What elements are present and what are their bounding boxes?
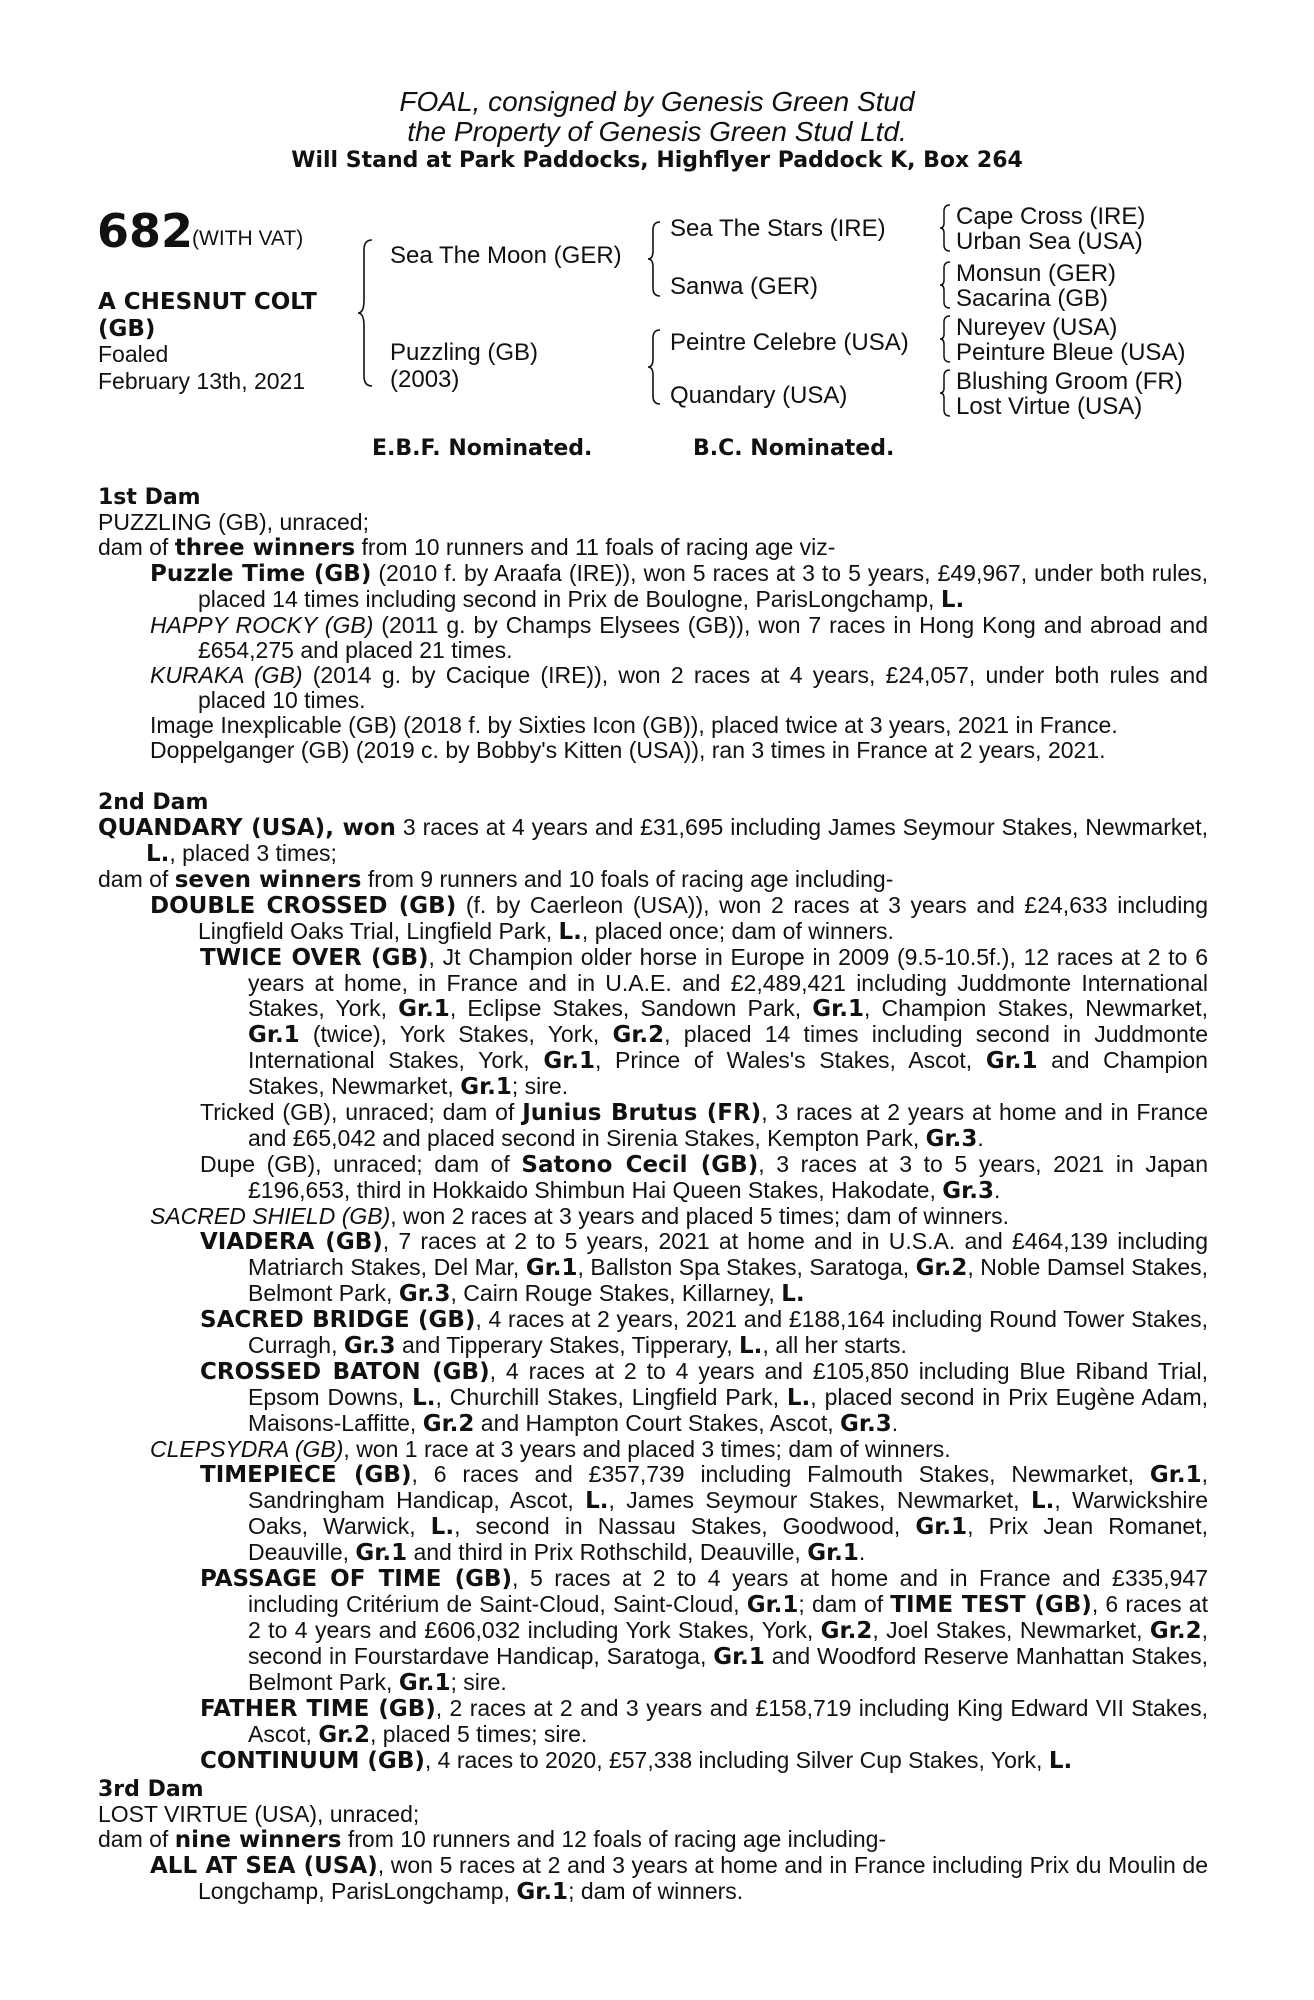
lot-number: 682 bbox=[97, 204, 194, 258]
bc-nominated: B.C. Nominated. bbox=[693, 436, 895, 461]
progeny-image-inexplicable: Image Inexplicable (GB) (2018 f. by Sixties Icon (GB)), placed twice at 3 years, 2021 in France. bbox=[150, 712, 1118, 738]
progeny-puzzle-time: Puzzle Time (GB) (2010 f. by Araafa (IRE)), won 5 races at 3 to 5 years, £49,967, under both rules, placed 14 times including second in Prix de Boulogne, ParisLongchamp, L. bbox=[150, 560, 1208, 613]
third-dam-section bbox=[98, 1777, 1208, 1905]
progeny-doppelganger: Doppelganger (GB) (2019 c. by Bobby's Kitten (USA)), ran 3 times in France at 2 years, 2021. bbox=[150, 737, 1106, 763]
sire-sire: Sea The Stars (IRE) bbox=[670, 215, 886, 242]
third-dam-title: 3rd Dam bbox=[98, 1777, 204, 1802]
brace-sd bbox=[940, 260, 954, 310]
progeny-passage-of-time: PASSAGE OF TIME (GB), 5 races at 2 to 4 years at home and in France and £335,947 including Critérium de Saint-Cloud, Saint-Cloud, Gr.1; dam of TIME TEST (GB), 6 races at 2 to 4 years and £606,032 including York Stakes, York, Gr.2, Joel Stakes, Newmarket, Gr.2, second in Fourstardave Handicap, Saratoga, Gr.1 and Woodford Reserve Manhattan Stakes, Belmont Park, Gr.1; sire. bbox=[200, 1565, 1208, 1696]
progeny-viadera: VIADERA (GB), 7 races at 2 to 5 years, 2021 at home and in U.S.A. and £464,139 including Matriarch Stakes, Del Mar, Gr.1, Ballston Spa Stakes, Saratoga, Gr.2, Noble Damsel Stakes, Belmont Park, Gr.3, Cairn Rouge Stakes, Killarney, L. bbox=[200, 1228, 1208, 1307]
progeny-continuum: CONTINUUM (GB), 4 races to 2020, £57,338 including Silver Cup Stakes, York, L. bbox=[200, 1747, 1073, 1774]
dam: Puzzling (GB) bbox=[390, 339, 539, 366]
progeny-twice-over: TWICE OVER (GB), Jt Champion older horse in Europe in 2009 (9.5-10.5f.), 12 races at 2 to 6 years at home, in France and in U.A.E. and £2,489,421 including Juddmonte International Stakes, York, Gr.1, Eclipse Stakes, Sandown Park, Gr.1, Champion Stakes, Newmarket, Gr.1 (twice), York Stakes, York, Gr.2, placed 14 times including second in Juddmonte International Stakes, York, Gr.1, Prince of Wales's Stakes, Ascot, Gr.1 and Champion Stakes, Newmarket, Gr.1; sire. bbox=[200, 944, 1209, 1100]
progeny-crossed-baton: CROSSED BATON (GB), 4 races at 2 to 4 years and £105,850 including Blue Riband Trial, Epsom Downs, L., Churchill Stakes, Lingfield Park, L., placed second in Prix Eugène Adam, Maisons-Laffitte, Gr.2 and Hampton Court Stakes, Ascot, Gr.3. bbox=[200, 1358, 1209, 1437]
second-dam-record: QUANDARY (USA), won 3 races at 4 years and £31,695 including James Seymour Stakes, Newmarket, L., placed 3 times; bbox=[98, 814, 1208, 867]
sire-brace bbox=[648, 220, 666, 298]
first-dam-summary: dam of three winners from 10 runners and 11 foals of racing age viz- bbox=[98, 534, 836, 561]
progeny-kuraka: KURAKA (GB) (2014 g. by Cacique (IRE)), won 2 races at 4 years, £24,057, under both rules and placed 10 times. bbox=[150, 662, 1209, 713]
second-dam-summary: dam of seven winners from 9 runners and 10 foals of racing age including- bbox=[98, 866, 894, 893]
ped-sss: Cape Cross (IRE) bbox=[956, 203, 1146, 230]
ped-sdd: Sacarina (GB) bbox=[956, 285, 1109, 312]
third-dam-name: LOST VIRTUE (USA), unraced; bbox=[98, 1801, 420, 1827]
progeny-double-crossed: DOUBLE CROSSED (GB) (f. by Caerleon (USA)), won 2 races at 3 years and £24,633 including Lingfield Oaks Trial, Lingfield Park, L., placed once; dam of winners. bbox=[150, 892, 1208, 945]
progeny-sacred-shield: SACRED SHIELD (GB), won 2 races at 3 years and placed 5 times; dam of winners. bbox=[150, 1203, 1010, 1229]
dam-dam: Quandary (USA) bbox=[670, 382, 848, 409]
lot-country: (GB) bbox=[98, 316, 156, 342]
progeny-father-time: FATHER TIME (GB), 2 races at 2 and 3 years and £158,719 including King Edward VII Stakes, Ascot, Gr.2, placed 5 times; sire. bbox=[200, 1695, 1208, 1748]
second-dam-title: 2nd Dam bbox=[98, 790, 209, 815]
dam-year: (2003) bbox=[390, 366, 460, 393]
vat-label: (WITH VAT) bbox=[192, 227, 304, 250]
dam-brace bbox=[648, 328, 666, 406]
first-dam-title: 1st Dam bbox=[98, 485, 201, 510]
stand-location: Will Stand at Park Paddocks, Highflyer Paddock K, Box 264 bbox=[291, 148, 1023, 173]
ped-sds: Monsun (GER) bbox=[956, 260, 1117, 287]
brace-ds bbox=[940, 314, 954, 364]
ebf-nominated: E.B.F. Nominated. bbox=[372, 436, 593, 461]
progeny-happy-rocky: HAPPY ROCKY (GB) (2011 g. by Champs Elysees (GB)), won 7 races in Hong Kong and abroad and £654,275 and placed 21 times. bbox=[150, 612, 1208, 663]
horse-name: HAPPY ROCKY (GB) bbox=[150, 612, 374, 638]
progeny-dupe: Dupe (GB), unraced; dam of Satono Cecil (GB), 3 races at 3 to 5 years, 2021 in Japan £196,653, third in Hokkaido Shimbun Hai Queen Stakes, Hakodate, Gr.3. bbox=[200, 1151, 1209, 1204]
foaled-date: February 13th, 2021 bbox=[98, 368, 306, 394]
sire-dam: Sanwa (GER) bbox=[670, 273, 819, 300]
sire-dam-brace bbox=[358, 238, 380, 388]
ped-dds: Blushing Groom (FR) bbox=[956, 368, 1183, 395]
horse-name: Puzzle Time (GB) bbox=[150, 561, 372, 587]
progeny-clepsydra: CLEPSYDRA (GB), won 1 race at 3 years and placed 3 times; dam of winners. bbox=[150, 1436, 951, 1462]
progeny-timepiece: TIMEPIECE (GB), 6 races and £357,739 including Falmouth Stakes, Newmarket, Gr.1, Sandringham Handicap, Ascot, L., James Seymour Stakes, Newmarket, L., Warwickshire Oaks, Warwick, L., second in Nassau Stakes, Goodwood, Gr.1, Prix Jean Romanet, Deauville, Gr.1 and third in Prix Rothschild, Deauville, Gr.1. bbox=[200, 1461, 1208, 1566]
ped-ddd: Lost Virtue (USA) bbox=[956, 393, 1143, 420]
property-line: the Property of Genesis Green Stud Ltd. bbox=[407, 116, 907, 147]
ped-dsd: Peinture Bleue (USA) bbox=[956, 339, 1186, 366]
lot-description: A CHESNUT COLT bbox=[98, 289, 317, 315]
first-dam-name: PUZZLING (GB), unraced; bbox=[98, 509, 369, 535]
third-dam-summary: dam of nine winners from 10 runners and 12 foals of racing age including- bbox=[98, 1826, 887, 1853]
ped-ssd: Urban Sea (USA) bbox=[956, 228, 1143, 255]
dam-sire: Peintre Celebre (USA) bbox=[670, 329, 909, 356]
ped-dss: Nureyev (USA) bbox=[956, 314, 1118, 341]
horse-name: KURAKA (GB) bbox=[150, 662, 303, 688]
first-dam-section bbox=[98, 485, 1208, 763]
progeny-tricked: Tricked (GB), unraced; dam of Junius Brutus (FR), 3 races at 2 years at home and in France and £65,042 and placed second in Sirenia Stakes, Kempton Park, Gr.3. bbox=[200, 1099, 1208, 1152]
foaled-label: Foaled bbox=[98, 341, 169, 367]
progeny-sacred-bridge: SACRED BRIDGE (GB), 4 races at 2 years, 2021 and £188,164 including Round Tower Stakes, Curragh, Gr.3 and Tipperary Stakes, Tipperary, L., all her starts. bbox=[200, 1306, 1208, 1359]
brace-dd bbox=[940, 368, 954, 418]
sire: Sea The Moon (GER) bbox=[390, 242, 622, 269]
second-dam-section bbox=[98, 790, 1208, 1774]
progeny-all-at-sea: ALL AT SEA (USA), won 5 races at 2 and 3 years at home and in France including Prix du Moulin de Longchamp, ParisLongchamp, Gr.1; dam of winners. bbox=[150, 1852, 1208, 1905]
brace-ss bbox=[940, 203, 954, 253]
consignor-line: FOAL, consigned by Genesis Green Stud bbox=[399, 86, 915, 117]
